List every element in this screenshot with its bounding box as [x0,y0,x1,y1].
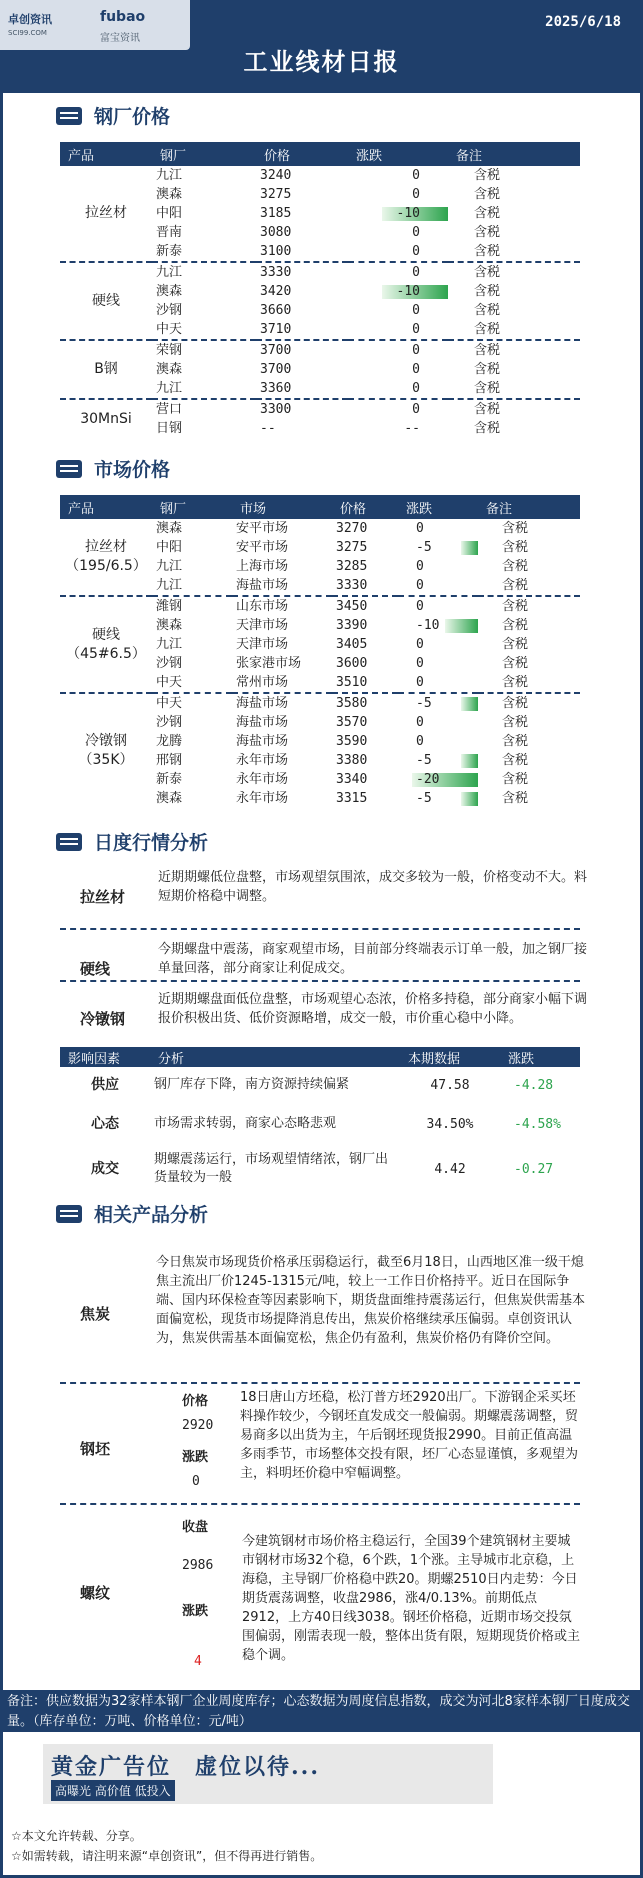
price: 3580 [332,693,398,713]
mill-name: 澳森 [156,284,183,299]
header-banner [0,0,643,93]
col-header: 涨跌 [500,1047,580,1067]
change-value: 0 [412,303,420,318]
section-daily-analysis [56,828,208,855]
billet-price-value: 2920 [182,1418,214,1433]
change-value: -5 [416,791,432,806]
stack-icon [56,107,82,125]
factor-row [60,1067,580,1103]
analysis-label: 硬线 [80,960,111,978]
price: 3510 [336,675,368,690]
price: 3300 [256,399,348,419]
mill-name: 澳森 [156,362,183,377]
market-name: 海盐市场 [236,715,289,730]
table-row [60,340,580,360]
change-cell [398,673,478,693]
section-market-price [56,455,170,482]
remark: 含税 [474,322,501,337]
footer [3,1820,640,1875]
remark: 含税 [502,521,529,536]
mill-name: 中天 [156,322,183,337]
remark: 含税 [502,578,529,593]
mill-name: 澳森 [156,521,183,536]
change-cell [348,282,448,301]
section-title: 相关产品分析 [94,1204,209,1226]
price: 3330 [336,578,368,593]
coke-text: 今日焦炭市场现货价格承压弱稳运行，截至6月18日，山西地区准一级干熄焦主流出厂价1245-1315元/吨，较上一工作日价格持平。近日在国际争端、国内环保检查等因素影响下，期货盘面维持震荡运行，但焦炭供需基本面偏宽松，现货市场提降消息传出，焦炭价格继续承压偏弱。卓创资讯认为，焦炭供需基本面偏宽松，焦企仍有盈利，焦炭价格仍有降价空间。 [156,1255,586,1346]
col-header: 产品 [60,142,152,166]
remark: 含税 [478,693,580,713]
price: 3570 [336,715,368,730]
change-cell [398,732,478,751]
remark: 含税 [502,675,529,690]
billet-text: 18日唐山方坯稳，松汀普方坯2920出厂。下游钢企采买坯料操作较少，今钢坯直发成交一般偏弱。期螺震荡调整，贸易商多以出货为主，午后钢坯现货报2990。目前正值高温多雨季节，市场整体交投有限，坯厂心态显谨慎，多观望为主，料明坯价稳中窄幅调整。 [240,1390,579,1481]
billet-change-label: 涨跌 [182,1450,209,1465]
price: 3275 [336,540,368,555]
logo1-name: 卓创资讯 [8,13,52,26]
report-date: 2025/6/18 [545,14,621,30]
change-cell [348,242,448,262]
table-row [60,596,580,616]
product-label: 硬线 [92,626,120,643]
change-value: -20 [416,772,440,787]
remark: 含税 [474,362,501,377]
market-name: 海盐市场 [232,693,332,713]
rebar-change-value: 4 [194,1654,202,1669]
factor-change: -0.27 [514,1161,554,1177]
change-value: 0 [416,559,424,574]
analysis-cold-heading [60,988,588,1048]
ad-banner[interactable] [3,1732,640,1816]
mill-name: 澳森 [156,187,183,202]
change-cell [348,360,448,379]
mill-name: 日钢 [156,421,183,436]
price: 3380 [336,753,368,768]
col-header: 价格 [256,142,348,166]
change-value: 0 [416,578,424,593]
remark: 含税 [474,225,501,240]
market-name: 永年市场 [236,791,289,806]
price: 3100 [260,244,292,259]
table-row [60,166,580,185]
ad-tagline: 高曝光 高价值 低投入 [51,1780,175,1801]
remark: 含税 [502,559,529,574]
mill-name: 中天 [152,693,232,713]
price: 3710 [260,322,292,337]
change-cell [398,616,478,635]
change-value: -5 [416,540,432,555]
change-value: 0 [416,675,424,690]
mill-name: 九江 [156,578,183,593]
change-value: -10 [396,206,420,221]
section-title: 市场价格 [94,459,171,481]
billet-label: 钢坯 [80,1440,111,1458]
change-value: -5 [416,696,432,711]
product-name [60,693,152,808]
market-name: 常州市场 [236,675,289,690]
rebar-label: 螺纹 [80,1584,111,1602]
col-header: 备注 [478,495,580,519]
change-value: 0 [412,168,420,183]
factor-row [60,1103,580,1145]
down-bar [445,619,478,633]
divider [60,928,580,930]
change-cell [398,538,478,557]
sci99-logo [4,7,90,43]
remark: 含税 [474,381,501,396]
down-bar [461,541,478,555]
product-spec: （35K） [78,752,134,768]
mill-name: 新泰 [156,772,183,787]
price: 3185 [260,206,292,221]
price: 3420 [260,284,292,299]
col-header: 钢厂 [152,142,256,166]
change-cell [398,693,478,713]
rebar-close-value: 2986 [182,1558,214,1573]
market-name: 天津市场 [236,637,289,652]
change-cell [398,654,478,673]
factor-row [60,1145,580,1193]
remark: 含税 [502,734,529,749]
mill-name: 沙钢 [156,715,183,730]
col-header: 分析 [150,1047,400,1067]
change-cell [398,596,478,616]
divider [60,1382,580,1384]
change-cell [398,770,478,789]
report-title: 工业线材日报 [243,48,400,76]
change-cell [398,713,478,732]
change-cell [398,576,478,596]
factor-name: 供应 [91,1076,119,1093]
remark: 含税 [448,399,580,419]
mill-name: 沙钢 [156,656,183,671]
price: 3270 [336,521,368,536]
stack-icon [56,833,82,851]
table-row [60,262,580,282]
mill-name: 中天 [156,675,183,690]
product-name: 拉丝材 [85,205,127,221]
change-cell [348,320,448,340]
section-title: 日度行情分析 [94,832,209,854]
price: 3275 [260,187,292,202]
logo1-sub: SCI99.COM [8,29,47,37]
billet-price-label: 价格 [182,1394,209,1409]
rebar-change-label: 涨跌 [182,1604,209,1619]
factor-change: -4.28 [514,1077,554,1093]
change-cell [398,557,478,576]
section-mill-price [56,102,170,129]
col-header: 价格 [332,495,398,519]
mill-name: 营口 [152,399,256,419]
market-name: 张家港市场 [236,656,302,671]
remark: 含税 [474,187,501,202]
product-spec: （45#6.5） [66,645,146,662]
analysis-label: 拉丝材 [80,888,126,906]
mill-name: 九江 [156,168,183,183]
price: 3700 [256,340,348,360]
remark: 含税 [474,284,501,299]
product-name: 30MnSi [60,399,152,438]
col-header: 市场 [232,495,332,519]
ad-headline: 黄金广告位 虚位以待... [51,1754,320,1780]
market-name: 上海市场 [236,559,289,574]
footer-line-2: ☆如需转载，请注明来源“卓创资讯”，但不得再进行销售。 [11,1849,323,1863]
remark: 含税 [502,772,529,787]
section-related [56,1200,208,1227]
related-rebar [60,1512,580,1682]
price: 3285 [336,559,368,574]
divider [60,1503,580,1505]
market-name: 永年市场 [236,772,289,787]
change-cell [348,399,448,419]
factor-name: 成交 [91,1160,119,1177]
price: 3360 [260,381,292,396]
mill-name: 九江 [156,559,183,574]
rebar-close-label: 收盘 [182,1520,209,1535]
factor-analysis: 期螺震荡运行，市场观望情绪浓，钢厂出货量较为一般 [154,1152,389,1185]
price: 3405 [336,637,368,652]
price: 3240 [260,168,292,183]
change-value: -10 [396,284,420,299]
price: 3660 [260,303,292,318]
market-name: 海盐市场 [236,734,289,749]
stack-icon [56,1205,82,1223]
product-name: 硬线 [60,262,152,340]
change-value: 0 [416,637,424,652]
factor-data: 34.50% [426,1116,474,1132]
mill-name: 新泰 [156,244,183,259]
market-name: 天津市场 [236,618,289,633]
factor-analysis: 钢厂库存下降，南方资源持续偏紧 [154,1077,350,1092]
col-header: 影响因素 [60,1047,150,1067]
market-name: 永年市场 [236,753,289,768]
change-value: 0 [416,521,424,536]
change-cell [348,340,448,360]
remark: 含税 [502,540,529,555]
change-value: 0 [412,381,420,396]
table-row [60,519,580,538]
change-value: 0 [412,362,420,377]
market-name: 安平市场 [236,540,289,555]
change-cell [348,204,448,223]
remark: 含税 [474,421,501,436]
change-value: 0 [412,225,420,240]
mill-price-table [60,142,580,438]
change-value: 0 [416,599,424,614]
price: 3080 [260,225,292,240]
change-cell [398,635,478,654]
change-cell [398,519,478,538]
col-header: 备注 [448,142,580,166]
remark: 含税 [448,262,580,282]
change-value: -- [404,421,420,436]
change-cell [348,166,448,185]
col-header: 钢厂 [152,495,232,519]
billet-change-value: 0 [192,1474,200,1489]
change-value: 0 [412,187,420,202]
product-label: 拉丝材 [85,539,127,555]
product-name: B钢 [60,340,152,399]
change-cell [348,419,448,438]
price: 3590 [336,734,368,749]
analysis-text: 近期期螺低位盘整，市场观望氛围浓，成交多较为一般，价格变动不大。料短期价格稳中调整。 [158,870,588,904]
price: 3600 [336,656,368,671]
remark: 含税 [502,715,529,730]
mill-name: 澳森 [156,618,183,633]
product-label: 冷镦钢 [85,733,127,749]
mill-name: 潍钢 [152,596,232,616]
change-value: 0 [412,402,420,417]
remark: 含税 [502,618,529,633]
col-header: 涨跌 [348,142,448,166]
change-value: -10 [416,618,440,633]
price: 3315 [336,791,368,806]
change-cell [348,185,448,204]
analysis-label: 冷镦钢 [80,1010,126,1028]
ad-box[interactable] [43,1744,493,1804]
logo2-name: fubao [100,9,146,25]
change-cell [348,223,448,242]
down-bar [461,697,478,711]
analysis-text: 今期螺盘中震荡，商家观望市场，目前部分终端表示订单一般，加之钢厂接单量回落，部分商家让利促成交。 [158,942,588,976]
price: 3340 [336,772,368,787]
divider [60,980,580,982]
price: 3330 [256,262,348,282]
remark: 含税 [474,244,501,259]
factor-analysis: 市场需求转弱，商家心态略悲观 [154,1116,337,1131]
stack-icon [56,460,82,478]
footer-line-1: ☆本文允许转载、分享。 [11,1829,142,1843]
factor-name: 心态 [91,1115,119,1132]
change-value: 0 [412,322,420,337]
mill-name: 中阳 [156,540,183,555]
section-title: 钢厂价格 [94,106,171,128]
down-bar [461,754,478,768]
change-cell [398,789,478,808]
mill-name: 九江 [152,262,256,282]
mill-name: 九江 [156,637,183,652]
remark: 含税 [474,168,501,183]
col-header: 涨跌 [398,495,478,519]
market-name: 海盐市场 [236,578,289,593]
remark: 含税 [448,340,580,360]
fubao-logo [96,7,182,43]
change-cell [348,379,448,399]
remark: 含税 [502,791,529,806]
change-value: 0 [412,265,420,280]
price: 3700 [260,362,292,377]
table-row [60,693,580,713]
coke-label: 焦炭 [80,1305,111,1323]
market-name: 山东市场 [232,596,332,616]
price: 3390 [336,618,368,633]
logo2-sub: 富宝资讯 [100,33,140,44]
remark: 含税 [474,303,501,318]
mill-name: 晋南 [156,225,183,240]
table-row [60,399,580,419]
mill-name: 沙钢 [156,303,183,318]
remark: 含税 [502,753,529,768]
factor-table [60,1047,580,1193]
change-value: 0 [416,715,424,730]
factor-change: -4.58% [514,1116,561,1132]
mill-name: 中阳 [156,206,183,221]
remark: 含税 [502,637,529,652]
remark: 含税 [502,656,529,671]
product-spec: （195/6.5） [65,558,147,574]
mill-name: 九江 [156,381,183,396]
mill-name: 龙腾 [156,734,183,749]
analysis-wire-rod [60,866,588,926]
price: -- [260,421,276,436]
down-bar [461,792,478,806]
change-cell [398,751,478,770]
price: 3450 [332,596,398,616]
factor-data: 47.58 [430,1077,470,1093]
change-value: -5 [416,753,432,768]
change-value: 0 [412,343,420,358]
product-name [60,519,152,596]
change-cell [348,262,448,282]
change-value: 0 [412,244,420,259]
remark: 含税 [478,596,580,616]
col-header: 本期数据 [400,1047,500,1067]
mill-name: 荣钢 [152,340,256,360]
change-value: 0 [416,734,424,749]
related-coke [60,1253,586,1373]
col-header: 产品 [60,495,152,519]
factor-data: 4.42 [434,1161,466,1177]
rebar-text: 今建筑钢材市场价格主稳运行，全国39个建筑钢材主要城市钢材市场32个稳，6个跌，1个涨。主导城市北京稳，上海稳，主导钢厂价格稳中跌20。期螺2510日内走势：今日期货震荡调整，收盘2986，涨4/0.13%。前期低点2912，上方40日线3038。钢坯价格稳，近期市场交投氛围偏弱，刚需表现一般，整体出货有限，短期现货价格或主稳个调。 [242,1534,581,1663]
product-name [60,596,152,693]
related-billet [60,1388,580,1508]
analysis-text: 近期期螺盘面低位盘整，市场观望心态浓，价格多持稳，部分商家小幅下调报价积极出货、低价资源略增，成交一般，市价重心稳中小降。 [158,992,588,1026]
market-name: 安平市场 [236,521,289,536]
change-cell [348,301,448,320]
change-value: 0 [416,656,424,671]
remark: 含税 [474,206,501,221]
mill-name: 邢钢 [156,753,183,768]
market-price-table [60,495,580,808]
footnote: 备注：供应数据为32家样本钢厂企业周度库存；心态数据为周度信息指数，成交为河北8家样本钢厂日度成交量。（库存单位：万吨、价格单位：元/吨） [3,1690,640,1734]
mill-name: 澳森 [156,791,183,806]
